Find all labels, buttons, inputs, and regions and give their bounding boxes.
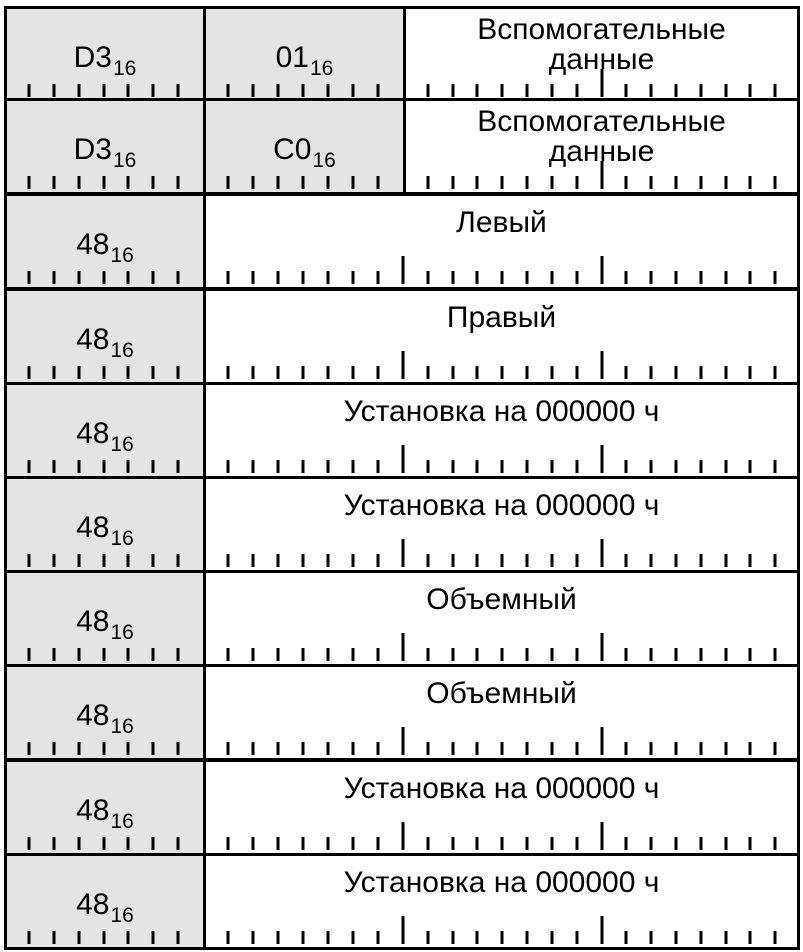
row-9-code <box>7 794 203 833</box>
row-2-code <box>7 133 203 172</box>
row-2-byte-1 <box>203 98 406 195</box>
row-7-code <box>7 605 203 644</box>
row-9-label: Установка на 000000 ч <box>343 772 660 805</box>
row-10-byte-0 <box>4 853 206 950</box>
row-6-code <box>7 511 203 550</box>
row-6-data <box>203 476 800 573</box>
row-2-label: Вспомогательные данные <box>477 105 726 168</box>
row-6-code-base: 16 <box>110 527 134 550</box>
row-7-code-base: 16 <box>110 621 134 644</box>
row-4-code-value: 48 <box>76 323 110 356</box>
row-5-label: Установка на 000000 ч <box>343 395 660 428</box>
row-4-code <box>7 323 203 362</box>
row-9-code-value: 48 <box>76 794 110 827</box>
row-7-code-value: 48 <box>76 605 110 638</box>
row-5-code-value: 48 <box>76 417 110 450</box>
row-3-label: Левый <box>456 206 547 239</box>
row-2-code2-value: C0 <box>273 133 312 166</box>
row-3-code <box>7 228 203 267</box>
row-8-code <box>7 699 203 738</box>
row-5-byte-0 <box>4 382 206 479</box>
row-1-data <box>403 6 800 103</box>
row-4-data <box>203 288 800 385</box>
row-7-byte-0 <box>4 570 206 667</box>
row-6-code-value: 48 <box>76 511 110 544</box>
row-5-data <box>203 382 800 479</box>
row-9-data <box>203 759 800 856</box>
row-10-code <box>7 888 203 927</box>
row-10-label: Установка на 000000 ч <box>343 866 660 899</box>
row-3-code-base: 16 <box>110 244 134 267</box>
row-8-data <box>203 664 800 761</box>
row-2-code-base: 16 <box>113 149 137 172</box>
row-9-byte-0 <box>4 759 206 856</box>
row-5-code <box>7 417 203 456</box>
row-2-code2-base: 16 <box>312 149 336 172</box>
row-4-code-base: 16 <box>110 339 134 362</box>
row-6-label: Установка на 000000 ч <box>343 489 660 522</box>
row-10-code-value: 48 <box>76 888 110 921</box>
row-1-label: Вспомогательные данные <box>477 13 726 76</box>
row-9-code-base: 16 <box>110 810 134 833</box>
row-1-code2-value: 01 <box>275 41 309 74</box>
row-1-byte-1 <box>203 6 406 103</box>
row-1-code <box>7 41 203 80</box>
row-8-label: Объемный <box>426 677 577 710</box>
row-8-code-base: 16 <box>110 715 134 738</box>
row-6-byte-0 <box>4 476 206 573</box>
row-8-code-value: 48 <box>76 699 110 732</box>
row-1-code2 <box>206 41 403 80</box>
row-4-label: Правый <box>446 301 557 334</box>
row-5-code-base: 16 <box>110 433 134 456</box>
row-1-byte-0 <box>4 6 206 103</box>
row-10-data <box>203 853 800 950</box>
row-2-data <box>403 98 800 195</box>
row-3-data <box>203 193 800 290</box>
row-10-code-base: 16 <box>110 904 134 927</box>
row-3-code-value: 48 <box>76 228 110 261</box>
row-4-byte-0 <box>4 288 206 385</box>
row-7-label: Объемный <box>426 583 577 616</box>
row-8-byte-0 <box>4 664 206 761</box>
row-1-code-base: 16 <box>113 57 137 80</box>
row-2-code2 <box>206 133 403 172</box>
row-2-code-value: D3 <box>73 133 112 166</box>
row-2-byte-0 <box>4 98 206 195</box>
row-1-code2-base: 16 <box>310 57 334 80</box>
row-1-code-value: D3 <box>73 41 112 74</box>
row-7-data <box>203 570 800 667</box>
row-3-byte-0 <box>4 193 206 290</box>
